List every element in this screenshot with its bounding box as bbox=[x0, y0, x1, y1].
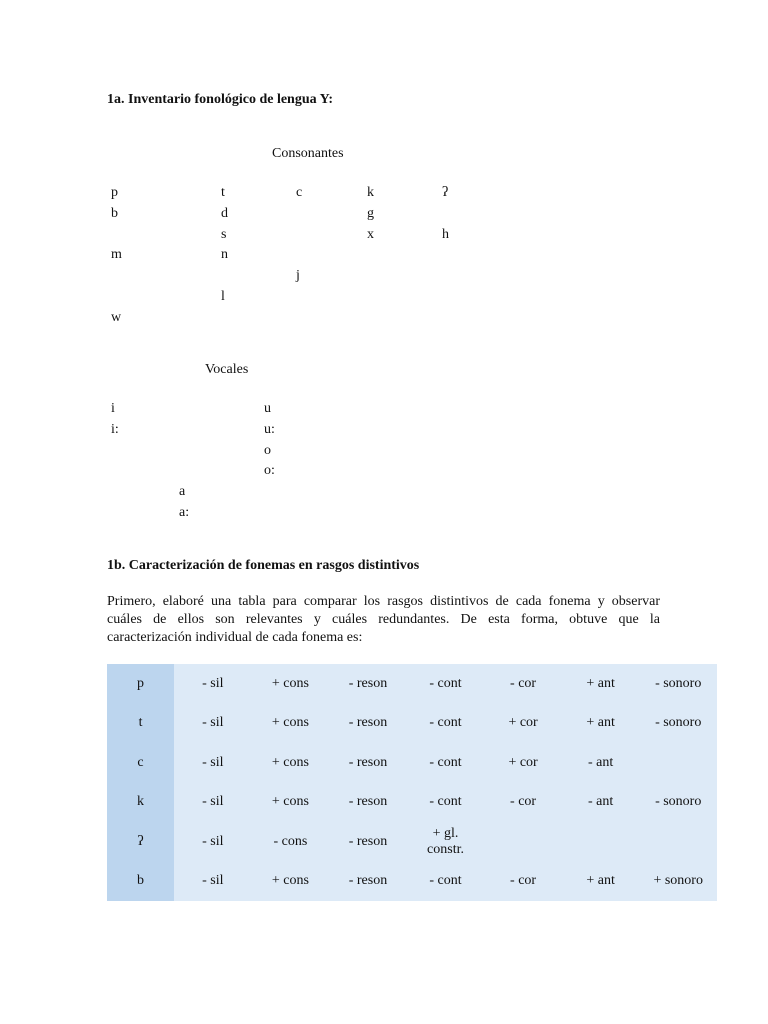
consonant-symbol: t bbox=[221, 185, 225, 200]
vowel-symbol: o bbox=[264, 442, 271, 458]
feature-cell: + cons bbox=[252, 704, 330, 744]
feature-cell: - sil bbox=[174, 704, 252, 744]
feature-cell: - sonoro bbox=[639, 783, 717, 823]
vowel-symbol: o: bbox=[264, 463, 275, 479]
feature-cell: - reson bbox=[329, 743, 407, 783]
phoneme-cell: t bbox=[107, 704, 174, 744]
consonant-symbol: c bbox=[296, 185, 303, 200]
feature-cell bbox=[639, 822, 717, 862]
feature-cell: - cont bbox=[407, 783, 485, 823]
table-row bbox=[107, 664, 717, 704]
feature-cell: - cont bbox=[407, 743, 485, 783]
table-row bbox=[107, 862, 717, 902]
table-row bbox=[107, 822, 717, 862]
vowels-label: Vocales bbox=[205, 362, 249, 377]
feature-cell: - cont bbox=[407, 664, 485, 704]
feature-cell: - reson bbox=[329, 704, 407, 744]
feature-cell: - reson bbox=[329, 664, 407, 704]
feature-cell: + cons bbox=[252, 664, 330, 704]
phoneme-cell: k bbox=[107, 783, 174, 823]
feature-cell: - cont bbox=[407, 862, 485, 902]
feature-cell: - cons bbox=[252, 822, 330, 862]
phoneme-cell: ʔ bbox=[107, 822, 174, 862]
feature-cell: - cor bbox=[484, 664, 562, 704]
table-row bbox=[107, 704, 717, 744]
feature-cell: - sil bbox=[174, 743, 252, 783]
feature-cell: - cont bbox=[407, 704, 485, 744]
feature-cell: + cons bbox=[252, 743, 330, 783]
feature-cell: + gl. constr. bbox=[407, 822, 485, 862]
consonant-symbol: ʔ bbox=[442, 185, 449, 200]
section-1a-heading: 1a. Inventario fonológico de lengua Y: bbox=[107, 92, 334, 107]
consonant-symbol: l bbox=[221, 289, 225, 304]
phoneme-cell: c bbox=[107, 743, 174, 783]
consonant-symbol: k bbox=[367, 185, 374, 200]
feature-cell: + ant bbox=[562, 704, 640, 744]
consonant-symbol: p bbox=[111, 185, 118, 200]
feature-cell: + cons bbox=[252, 783, 330, 823]
consonant-symbol: n bbox=[221, 247, 228, 263]
feature-cell bbox=[484, 822, 562, 862]
feature-cell: + ant bbox=[562, 664, 640, 704]
consonant-symbol: g bbox=[367, 205, 374, 221]
feature-cell: - sil bbox=[174, 783, 252, 823]
feature-cell: - reson bbox=[329, 822, 407, 862]
vowel-symbol: a: bbox=[179, 505, 190, 520]
consonants-label: Consonantes bbox=[272, 146, 344, 161]
feature-cell: + cor bbox=[484, 743, 562, 783]
feature-cell: + ant bbox=[562, 862, 640, 902]
vowel-symbol: u: bbox=[264, 421, 275, 437]
consonant-symbol: x bbox=[367, 226, 374, 242]
feature-cell: - sil bbox=[174, 664, 252, 704]
phoneme-cell: p bbox=[107, 664, 174, 704]
consonant-symbol: b bbox=[111, 205, 118, 221]
vowel-symbol: i bbox=[111, 401, 115, 416]
consonant-symbol: m bbox=[111, 247, 122, 263]
feature-cell: + sonoro bbox=[639, 862, 717, 902]
feature-cell: - ant bbox=[562, 783, 640, 823]
feature-cell bbox=[562, 822, 640, 862]
consonant-symbol: d bbox=[221, 205, 228, 221]
table-row bbox=[107, 783, 717, 823]
phoneme-cell: b bbox=[107, 862, 174, 902]
consonant-symbol: h bbox=[442, 226, 449, 242]
feature-cell: - cor bbox=[484, 862, 562, 902]
feature-cell: - sil bbox=[174, 862, 252, 902]
table-row bbox=[107, 743, 717, 783]
intro-paragraph bbox=[107, 593, 660, 647]
feature-cell: - sil bbox=[174, 822, 252, 862]
consonant-symbol: j bbox=[296, 268, 300, 284]
section-1b-heading: 1b. Caracterización de fonemas en rasgos distintivos bbox=[107, 558, 420, 573]
vowel-symbol: i: bbox=[111, 421, 119, 437]
feature-cell: + cor bbox=[484, 704, 562, 744]
feature-cell: - reson bbox=[329, 783, 407, 823]
consonant-symbol: s bbox=[221, 226, 227, 242]
feature-cell: - sonoro bbox=[639, 664, 717, 704]
feature-cell: - sonoro bbox=[639, 704, 717, 744]
paragraph-line: Primero, elaboré una tabla para comparar los rasgos distintivos de cada fonema y observar bbox=[107, 594, 660, 609]
feature-cell: - ant bbox=[562, 743, 640, 783]
distinctive-features-table bbox=[107, 664, 717, 901]
feature-cell: - cor bbox=[484, 783, 562, 823]
vowel-symbol: a bbox=[179, 484, 186, 500]
paragraph-line: caracterización individual de cada fonema es: bbox=[107, 630, 363, 645]
feature-cell: + cons bbox=[252, 862, 330, 902]
vowel-symbol: u bbox=[264, 401, 271, 416]
feature-cell bbox=[639, 743, 717, 783]
feature-cell: - reson bbox=[329, 862, 407, 902]
paragraph-line: cuáles de ellos son relevantes y cuáles redundantes. De esta forma, obtuve que la bbox=[107, 612, 660, 627]
consonant-symbol: w bbox=[111, 309, 122, 325]
